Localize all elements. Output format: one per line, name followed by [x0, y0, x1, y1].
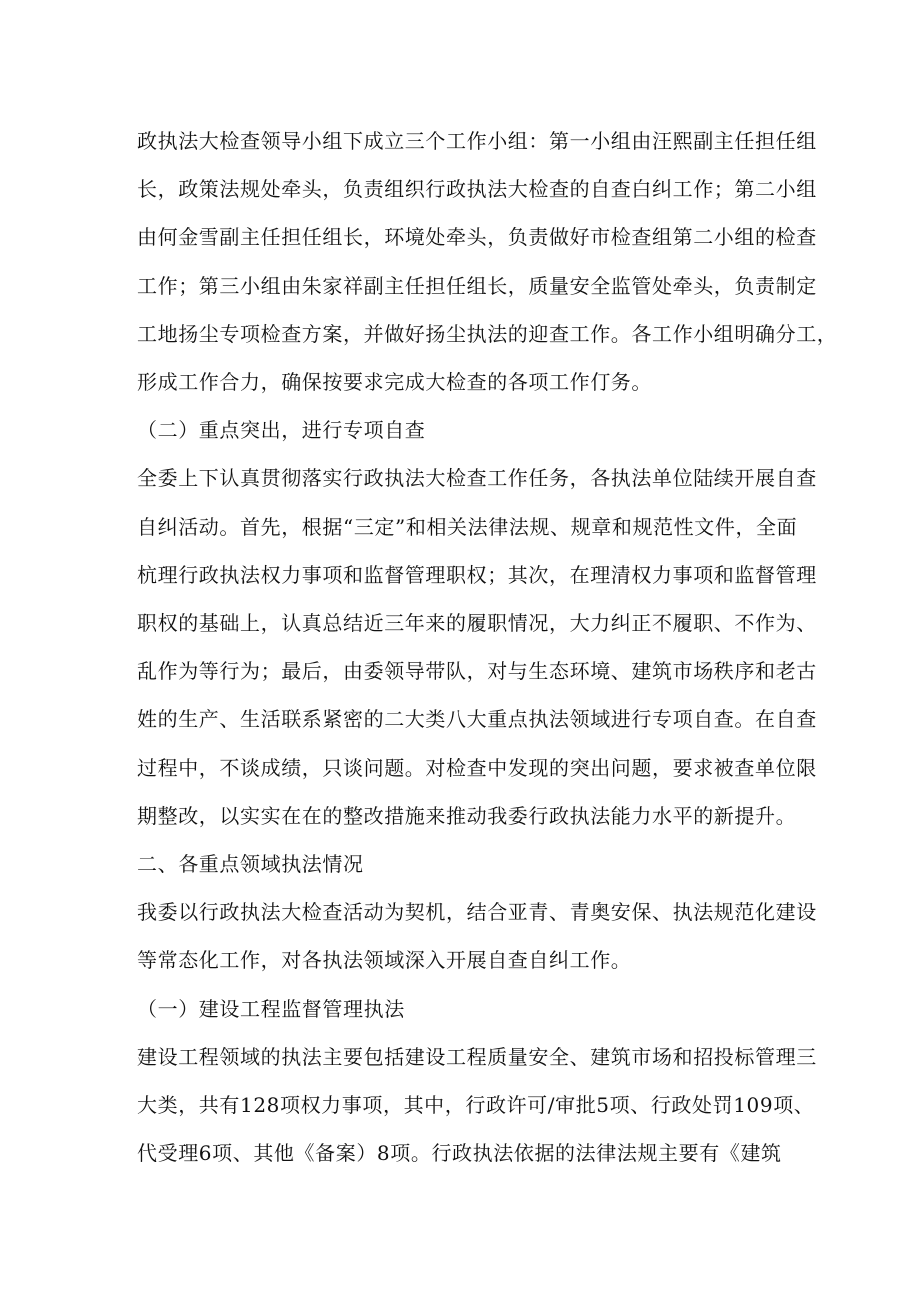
section-heading: 二、各重点领域执法情况 [137, 852, 364, 877]
text-line: 姓的生产、生活联系紧密的二大类八大重点执法领域进行专项自查。在自查 [137, 707, 817, 732]
text-line: 形成工作合力，确保按要求完成大检查的各项工作仃务。 [137, 370, 652, 395]
text-line: 长，政策法规处牵头，负责组织行政执法大检查的自查白纠工作；第二小组 [137, 177, 817, 202]
text-line: 工作；第三小组由朱家祥副主任担任组长，质量安全监管处牵头，负责制定 [137, 273, 817, 298]
text-line: 期整改，以实实在在的整改措施来推动我委行政执法能力水平的新提升。 [137, 803, 797, 828]
text-line: 杭理行政执法权力事项和监督管理职权；其次，在理清权力事项和监督管理 [137, 562, 817, 587]
text-line: 由何金雪副主任担任组长，环境处牵头，负责做好市检查组第二小组的检查 [137, 225, 817, 250]
text-line: 工地扬尘专项检查方案，并做好扬尘执法的迎查工作。各工作小组明确分工， [137, 321, 838, 346]
text-line: 代受理6项、其他《备案）8项。行政执法依据的法律法规主要有《建筑 [137, 1141, 782, 1166]
text-line: 乱作为等行为；最后，由委领导带队，对与生态环境、建筑市场秩序和老古 [137, 659, 817, 684]
text-line: 自纠活动。首先，根据“三定”和相关法律法规、规章和规范性文件，全面 [137, 514, 798, 539]
text-line: 政执法大检查领导小组下成立三个工作小组：第一小组由汪熙副主任担任组 [137, 129, 817, 153]
text-line: 全委上下认真贯彻落实行政执法大检查工作任务，各执法单位陆续开展自查 [137, 466, 817, 491]
text-line: 建设工程领域的执法主要包括建设工程质量安全、建筑市场和招投标管理三 [137, 1044, 817, 1069]
text-line: 过程中，不谈成绩，只谈问题。对检查中发现的突出问题，要求被查单位限 [137, 755, 817, 780]
section-heading: （一）建设工程监督管理执法 [137, 996, 405, 1021]
text-line: 职权的基础上，认真总结近三年来的履职情况，大力纠正不履职、不作为、 [137, 611, 817, 636]
text-line: 等常态化工作，对各执法领域深入开展自查自纠工作。 [137, 948, 632, 973]
document-body [137, 117, 838, 1177]
section-heading: （二）重点突出，进行专项自查 [137, 418, 426, 443]
text-line: 大类，共有128项权力事项，其中，行政许可/审批5项、行政处罚109项、 [137, 1093, 815, 1118]
text-line: 我委以行政执法大检查活动为契机，结合亚青、青奥安保、执法规范化建设 [137, 900, 817, 925]
